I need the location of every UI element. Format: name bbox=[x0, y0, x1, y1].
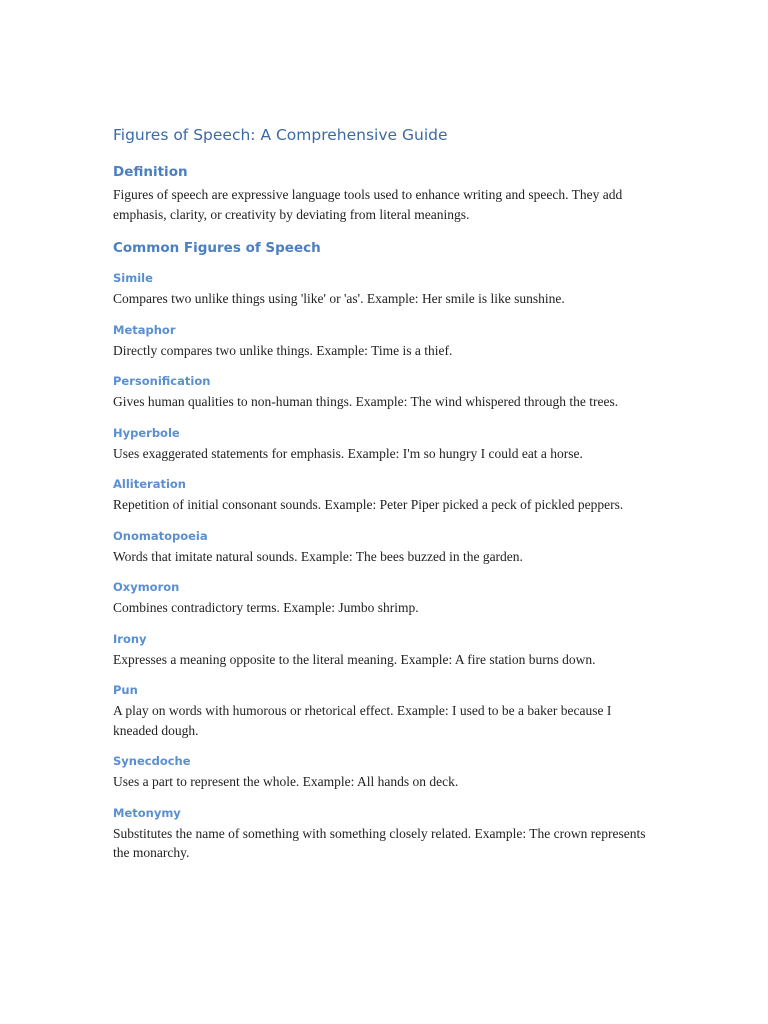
term-name: Pun bbox=[113, 683, 138, 697]
term-synecdoche bbox=[113, 753, 658, 792]
term-list bbox=[113, 270, 658, 863]
term-name: Alliteration bbox=[113, 477, 186, 491]
term-description: Expresses a meaning opposite to the literal meaning. Example: A fire station burns down. bbox=[113, 651, 596, 667]
term-description: Combines contradictory terms. Example: Jumbo shrimp. bbox=[113, 600, 419, 615]
term-name: Oxymoron bbox=[113, 580, 180, 594]
term-description: Words that imitate natural sounds. Example: The bees buzzed in the garden. bbox=[113, 548, 523, 564]
definition-heading: Definition bbox=[113, 164, 188, 180]
term-description: Compares two unlike things using 'like' or 'as'. Example: Her smile is like sunshine. bbox=[113, 291, 565, 306]
term-personification bbox=[113, 373, 658, 412]
term-hyperbole bbox=[113, 425, 658, 464]
term-name: Irony bbox=[113, 631, 147, 646]
term-description: Uses a part to represent the whole. Example: All hands on deck. bbox=[113, 774, 459, 789]
term-description: Repetition of initial consonant sounds. Example: Peter Piper picked a peck of pickled peppers. bbox=[113, 497, 624, 512]
term-description: Uses exaggerated statements for emphasis. Example: I'm so hungry I could eat a horse. bbox=[113, 445, 583, 461]
term-oxymoron bbox=[113, 579, 658, 618]
term-simile bbox=[113, 270, 658, 309]
term-irony bbox=[113, 631, 658, 670]
term-name: Onomatopoeia bbox=[113, 528, 208, 543]
term-name: Metaphor bbox=[113, 322, 176, 337]
term-onomatopoeia bbox=[113, 528, 658, 567]
term-alliteration bbox=[113, 476, 658, 515]
term-name: Simile bbox=[113, 271, 153, 285]
document-page bbox=[113, 122, 658, 876]
term-description: Directly compares two unlike things. Example: Time is a thief. bbox=[113, 342, 453, 358]
definition-paragraph: Figures of speech are expressive language tools used to enhance writing and speech. They add emphasis, clarity, or creativity by deviating from literal meanings. bbox=[113, 187, 623, 222]
common-figures-heading: Common Figures of Speech bbox=[113, 240, 321, 256]
term-description: Substitutes the name of something with something closely related. Example: The crown represents the monarchy. bbox=[113, 825, 646, 860]
term-metaphor bbox=[113, 322, 658, 361]
term-name: Personification bbox=[113, 374, 211, 388]
term-metonymy bbox=[113, 805, 658, 863]
term-description: Gives human qualities to non-human things. Example: The wind whispered through the trees. bbox=[113, 394, 619, 409]
term-name: Metonymy bbox=[113, 805, 181, 820]
term-name: Synecdoche bbox=[113, 754, 191, 768]
term-description: A play on words with humorous or rhetorical effect. Example: I used to be a baker because I kneaded dough. bbox=[113, 703, 612, 738]
term-name: Hyperbole bbox=[113, 425, 180, 440]
term-pun bbox=[113, 682, 658, 740]
document-title: Figures of Speech: A Comprehensive Guide bbox=[113, 126, 448, 144]
